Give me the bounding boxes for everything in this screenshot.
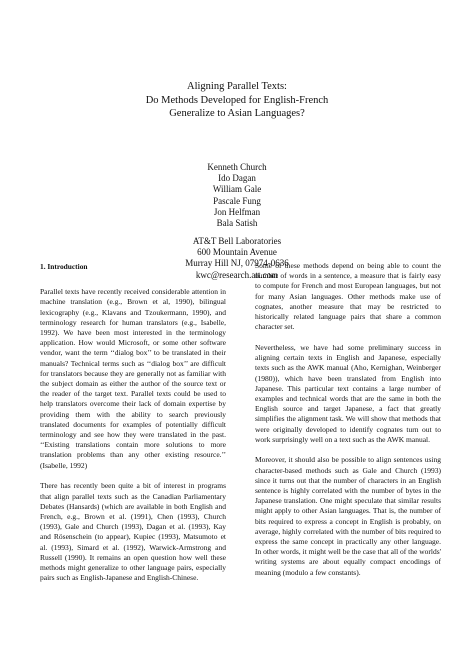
author-list xyxy=(0,162,474,229)
author-name: Pascale Fung xyxy=(213,195,261,206)
title-line: Generalize to Asian Languages? xyxy=(169,108,305,119)
title-line: Aligning Parallel Texts: xyxy=(187,81,287,92)
intro-paragraph-1: Parallel texts have recently received considerable attention in machine translation (e.g., Brown et al, 1990), bilingual lexicography (e.g., Klavans and Tzoukermann, 1990), and terminology research for human translators (e.g., Isabelle, 1992). We have been most interested in the terminology application. How would Microsoft, or some other software vendor, want the term ‘‘dialog box’’ to be translated in their manuals? Technical terms such as ‘‘dialog box’’ are difficult for translators because they are generally not as familiar with the subject domain as either the author of the source text or the reader of the target text. Parallel texts could be used to help translators overcome their lack of domain expertise by providing them with the ability to search previously translated documents for examples of potentially difficult terminology and see how they were translated in the past. ‘‘Existing translations contain more solutions to more translation problems than any other existing resource.’’ (Isabelle, 1992) xyxy=(40,287,226,470)
intro-paragraph-5: Moreover, it should also be possible to align sentences using character-based methods such as Gale and Church (1993) since it turns out that the number of characters in an English sentence is highly correlated with the number of bytes in the Japanese translation. One might speculate that similar results might apply to other Asian languages. That is, the number of bits required to express a concept in English is probably, on average, highly correlated with the number of bits required to express the same concept in practically any other language. In other words, it might well be the case that all of the worlds' writing systems are about equally compact encodings of meaning (modulo a few constants). xyxy=(255,455,441,577)
author-name: Bala Satish xyxy=(216,218,258,229)
left-column xyxy=(40,262,226,583)
intro-paragraph-2: There has recently been quite a bit of interest in programs that align parallel texts such as the Canadian Parliamentary Debates (Hansards) (which are available in both English and French, e.g., Brown et al. (1991), Chen (1993), Church (1993), Gale and Church (1993), Dagan et al. (1993), Kay and Rösenschein (to appear), Kupiec (1993), Matsumoto et al. (1993), Simard et al. (1992), Warwick-Armstrong and Russell (1990). It remains an open question how well these methods might generalize to other language pairs, especially pairs such as English-Japanese and English-Chinese. xyxy=(40,481,226,583)
affiliation-line: AT&T Bell Laboratories xyxy=(192,236,282,246)
intro-paragraph-4: Nevertheless, we have had some preliminary success in aligning certain texts in English and Japanese, especially texts such as the AWK manual (Aho, Kernighan, Weinberger (1980)), which have been translated from English into Japanese. This particular text contains a large number of examples and technical words that are the same in both the English source and target Japanese, a fact that greatly simplifies the alignment task. We will show that methods that were originally developed to identify cognates turn out to work surprisingly well on a text such as the AWK manual. xyxy=(255,342,441,444)
paper-title xyxy=(0,80,474,121)
affiliation-line: 600 Mountain Avenue xyxy=(197,247,277,258)
author-name: Ido Dagan xyxy=(218,173,256,184)
author-name: Kenneth Church xyxy=(207,162,267,172)
right-column xyxy=(255,261,441,578)
affiliation-line: Murray Hill NJ, 07974-0636 xyxy=(185,258,289,269)
author-email: kwc@research.att.com xyxy=(195,269,279,280)
author-name: William Gale xyxy=(212,184,262,195)
section-heading: 1. Introduction xyxy=(40,262,88,271)
intro-paragraph-3: Some of these methods depend on being able to count the number of words in a sentence, a measure that is fairly easy to compute for French and most European languages, but not for many Asian languages. Other methods make use of cognates, another measure that may be restricted to historically related language pairs that share a common character set. xyxy=(255,261,441,332)
title-line: Do Methods Developed for English-French xyxy=(145,94,329,106)
author-name: Jon Helfman xyxy=(213,206,261,217)
